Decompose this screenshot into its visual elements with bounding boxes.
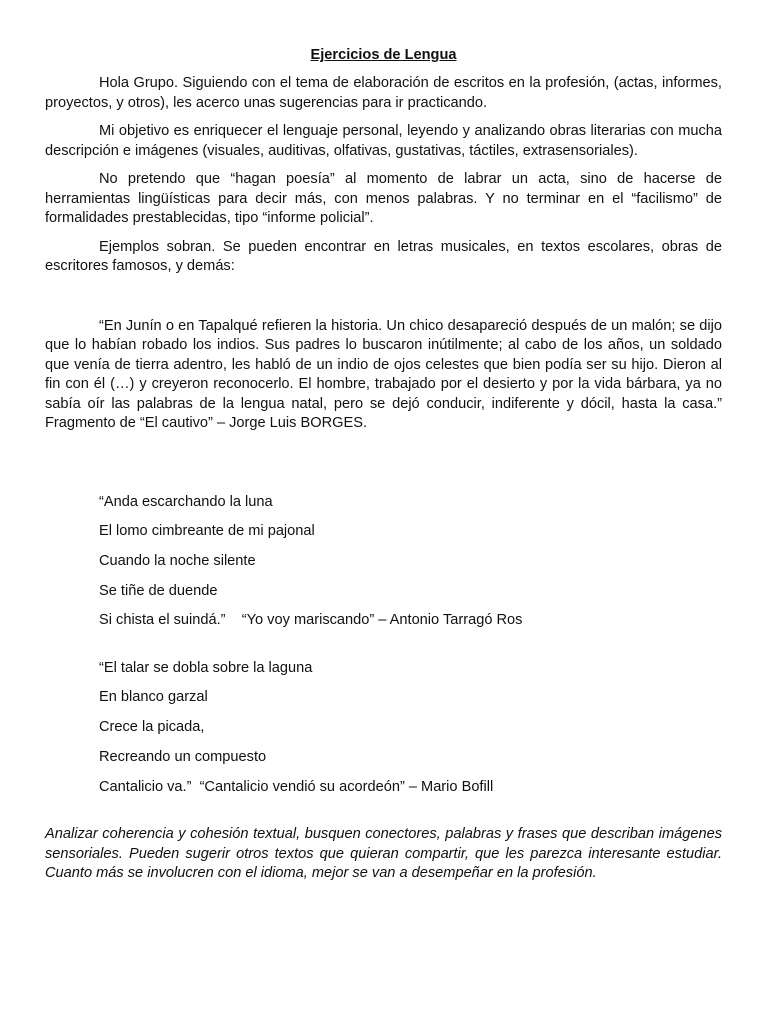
intro-paragraph: Hola Grupo. Siguiendo con el tema de elaboración de escritos en la profesión, (actas, informes, proyectos, y otros), les acerco unas sugerencias para ir practicando. [45, 75, 722, 111]
poem-line: Recreando un compuesto [99, 748, 267, 765]
poem-tarrago-ros [45, 493, 722, 631]
examples-paragraph: Ejemplos sobran. Se pueden encontrar en letras musicales, en textos escolares, obras de escritores famosos, y demás: [45, 238, 722, 274]
poem-line: En blanco garzal [99, 689, 208, 706]
poem-bofill [45, 659, 722, 797]
purpose-paragraph: No pretendo que “hagan poesía” al momento de labrar un acta, sino de hacerse de herramientas lingüísticas para decir más, con menos palabras. Y no terminar en el “facilismo” de formalidades prestablecidas, tipo “informe policial”. [45, 171, 722, 226]
closing-instructions: Analizar coherencia y cohesión textual, busquen conectores, palabras y frases que describan imágenes sensoriales. Pueden sugerir otros textos que quieran compartir, que les parezca interesante estudiar. Cuanto más se involucren con el idioma, mejor se van a desempeñar en la profesión. [45, 826, 722, 881]
borges-quote: “En Junín o en Tapalqué refieren la historia. Un chico desapareció después de un malón; se dijo que lo habían robado los indios. Sus padres lo buscaron inútilmente; al cabo de los años, un soldado que venía de tierra adentro, les habló de un indio de ojos celestes que bien podía ser su hijo. Dieron al fin con él (…) y creyeron reconocerlo. El hombre, trabajado por el desierto y por la vida bárbara, ya no sabía oír las palabras de la lengua natal, pero se dejó conducir, indiferente y dócil, hasta la casa.” Fragmento de “El cautivo” – Jorge Luis BORGES. [45, 317, 722, 431]
poem-line: Cuando la noche silente [99, 552, 256, 569]
poem-line-attribution: Cantalicio va.” “Cantalicio vendió su acordeón” – Mario Bofill [99, 778, 494, 795]
poem-line: “Anda escarchando la luna [99, 493, 273, 510]
poem-line: “El talar se dobla sobre la laguna [99, 659, 313, 676]
poem-line-attribution: Si chista el suindá.” “Yo voy mariscando” – Antonio Tarragó Ros [99, 612, 523, 629]
poem-line: Crece la picada, [99, 719, 205, 736]
poem-line: Se tiñe de duende [99, 582, 218, 599]
document-page [45, 46, 722, 884]
objective-paragraph: Mi objetivo es enriquecer el lenguaje personal, leyendo y analizando obras literarias con mucha descripción e imágenes (visuales, auditivas, olfativas, gustativas, táctiles, extrasensoriales). [45, 123, 722, 159]
document-title: Ejercicios de Lengua [310, 47, 457, 63]
poem-line: El lomo cimbreante de mi pajonal [99, 523, 315, 540]
